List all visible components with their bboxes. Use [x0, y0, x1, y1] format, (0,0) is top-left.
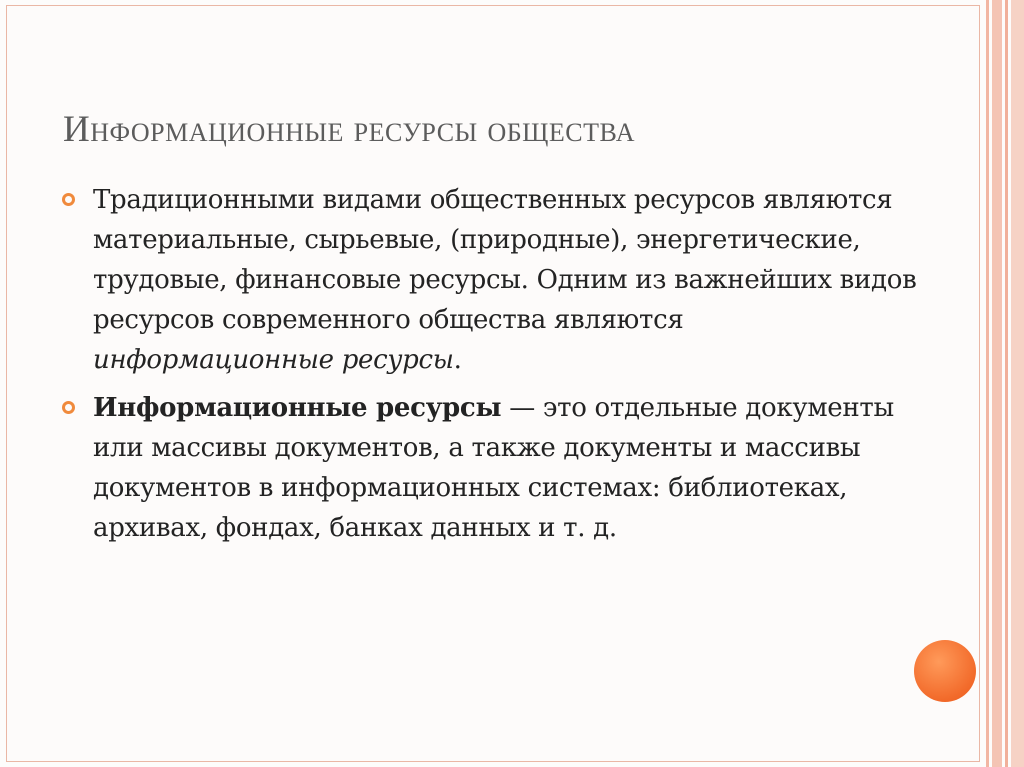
- ring-bullet-icon: [62, 193, 75, 206]
- orange-circle-icon: [914, 640, 976, 702]
- decorative-stripe: [1011, 0, 1024, 767]
- decorative-stripe: [986, 0, 989, 767]
- decorative-stripe: [992, 0, 1002, 767]
- text-run: .: [453, 345, 462, 375]
- slide-title: Информационные ресурсы общества: [63, 109, 635, 150]
- bullet-item: [60, 180, 920, 380]
- bullet-item: [60, 388, 920, 548]
- text-run: — это отдельные документы или массивы документов, а также документы и массивы документов в информационных системах: библиотеках, архивах, фондах, банках данных и т. д.: [93, 393, 894, 543]
- text-run: Традиционными видами общественных ресурсов являются материальные, сырьевые, (природные), энергетические, трудовые, финансовые ресурсы. Одним из важнейших видов ресурсов современного общества являются: [93, 185, 917, 335]
- bullet-list: [60, 180, 920, 548]
- ring-bullet-icon: [62, 401, 75, 414]
- bullet-text: [93, 180, 920, 380]
- bullet-text: [93, 388, 920, 548]
- decorative-stripe: [1005, 0, 1008, 767]
- text-run-italic: информационные ресурсы: [93, 345, 454, 375]
- text-run-bold: Информационные ресурсы: [93, 393, 502, 423]
